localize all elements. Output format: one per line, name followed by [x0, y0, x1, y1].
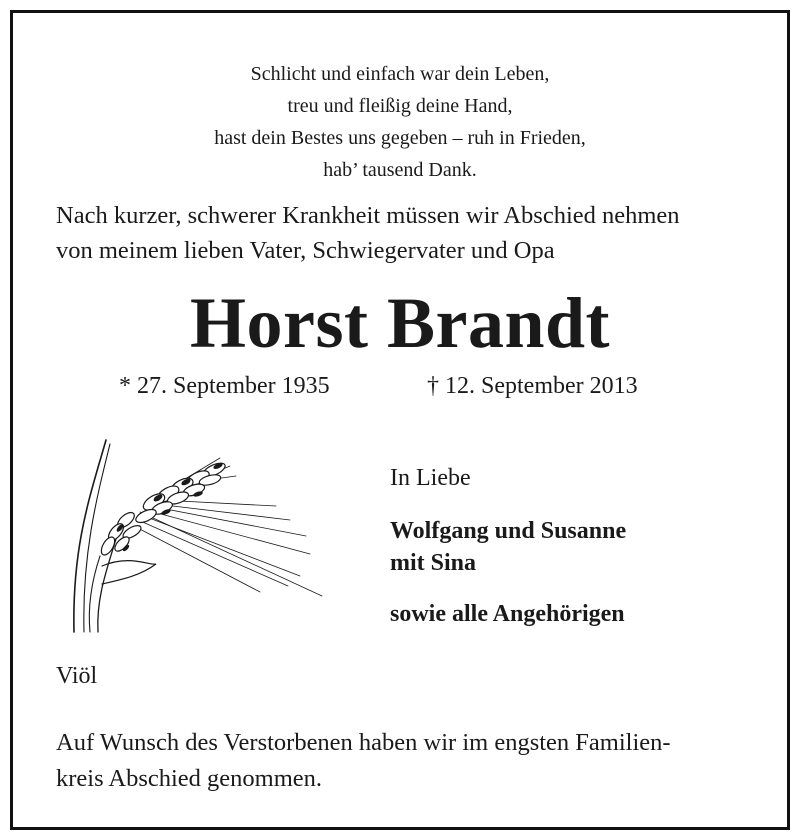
poem [0, 58, 800, 186]
announcement-text [56, 198, 680, 268]
relatives-line: sowie alle Angehörigen [390, 601, 625, 627]
poem-line: treu und fleißig deine Hand, [287, 95, 513, 117]
place-name: Viöl [56, 663, 98, 689]
wheat-ears-icon [60, 436, 330, 636]
mourner-line: mit Sina [390, 550, 477, 576]
birth-date: * 27. September 1935 [119, 373, 330, 399]
poem-line: Schlicht und einfach war dein Leben, [250, 63, 550, 85]
deceased-name: Horst Brandt [190, 283, 610, 363]
closing-line: kreis Abschied genommen. [56, 765, 323, 792]
in-love-line: In Liebe [390, 465, 471, 491]
death-date: † 12. September 2013 [427, 373, 638, 399]
announcement-line: Nach kurzer, schwerer Krankheit müssen wir Abschied nehmen [56, 202, 680, 229]
mourner-line: Wolfgang und Susanne [390, 518, 627, 544]
closing-line: Auf Wunsch des Verstorbenen haben wir im engsten Familien- [56, 729, 671, 756]
announcement-line: von meinem lieben Vater, Schwiegervater und Opa [56, 237, 555, 264]
poem-line: hab’ tausend Dank. [323, 159, 477, 181]
mourners [390, 515, 626, 579]
closing-note [56, 725, 671, 797]
poem-line: hast dein Bestes uns gegeben – ruh in Frieden, [214, 127, 586, 149]
